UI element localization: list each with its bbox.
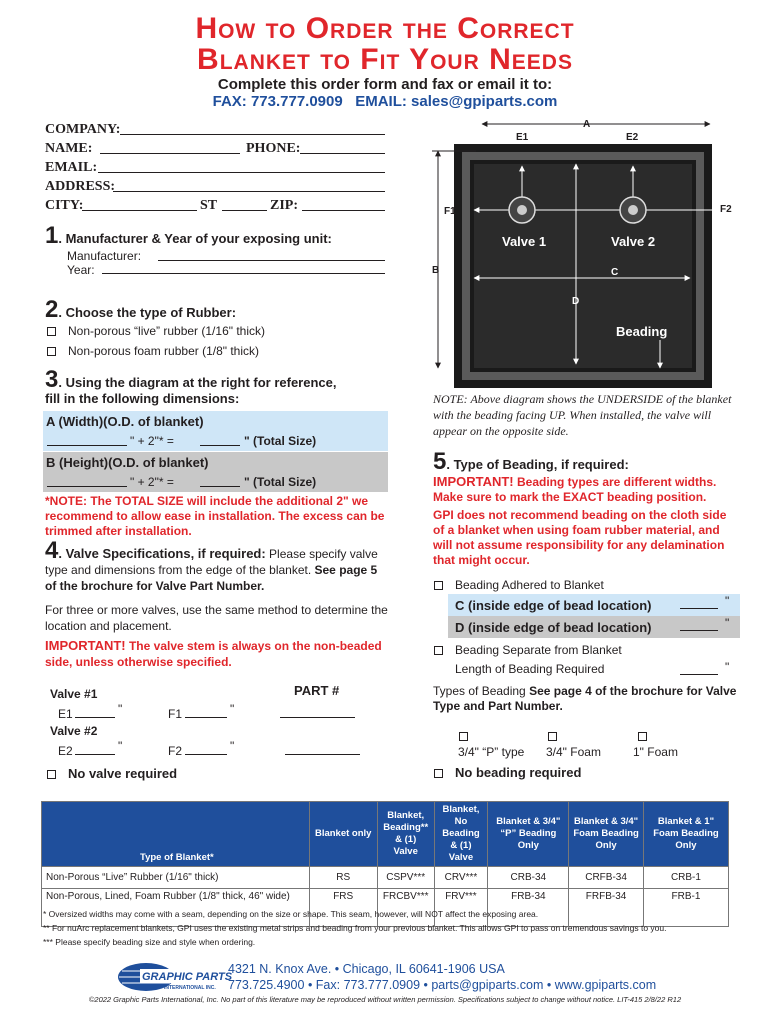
section3-title1: . Using the diagram at the right for reference, [58,375,337,390]
company-label: COMPANY: [45,122,121,137]
manufacturer-label: Manufacturer: [67,249,142,263]
diagram-label-b: B [432,265,440,276]
section4-text: Please specify valve type and dimensions from the edge of the blanket. [45,547,378,577]
total-size-note: *NOTE: The TOTAL SIZE will include the additional 2" we recommend to allow ease in installation. The excess can be trimmed after installation. [45,494,385,538]
gpi-foam-note: GPI does not recommend beading on the cloth side of a blanket when using foam rubber material, and will not assume responsibility for any delamination that might occur. [433,508,727,567]
diagram-label-d: D [572,296,580,307]
table-cell: FRB-34 [488,889,569,927]
checkbox-icon[interactable] [47,770,56,779]
diagram-label-c: C [611,267,619,278]
bead-option-p-label: 3/4" “P” type [458,745,525,759]
table-header: Blanket, No Beading & (1) Valve [434,802,488,867]
section3-title2: fill in the following dimensions: [45,391,240,406]
valve1-part-field[interactable] [280,717,355,718]
c-location-inch: " [725,594,730,608]
phone-label: PHONE: [246,141,301,156]
beading-length-inch: " [725,660,730,674]
section3-number: 3 [45,366,59,393]
section5-number: 5 [433,448,447,475]
diagram-note: NOTE: Above diagram shows the UNDERSIDE of the blanket with the beading facing UP. When installed, the valve will appear on the opposite side. [433,392,732,438]
section2-title: . Choose the type of Rubber: [58,305,237,320]
table-header: Type of Blanket* [42,802,310,867]
checkbox-icon[interactable] [47,347,56,356]
no-valve-option[interactable] [47,766,177,781]
address-label: ADDRESS: [45,179,116,194]
checkbox-icon[interactable] [434,769,443,778]
phone-field[interactable] [300,153,385,154]
diagram-label-e1: E1 [516,132,529,143]
checkbox-icon[interactable] [638,732,647,741]
table-header: Blanket & 1" Foam Beading Only [643,802,728,867]
bead-checkbox-34foam[interactable] [548,727,569,745]
rubber-option-foam[interactable] [47,344,259,358]
dimension-a-total-field[interactable] [200,445,240,446]
rubber-option-foam-label: Non-porous foam rubber (1/8" thick) [68,344,260,358]
no-valve-label: No valve required [68,766,178,781]
section2-number: 2 [45,296,59,323]
diagram-label-valve2: Valve 2 [611,234,656,249]
important-text: The valve stem is always on the non-beaded side, unless otherwise specified. [45,639,382,669]
checkbox-icon[interactable] [47,327,56,336]
dimension-b-total: " (Total Size) [244,475,317,489]
footnote-1: * Oversized widths may come with a seam, depending on the size or shape. This seam, however, will NOT affect the exposing area. [43,909,539,919]
e2-inch: " [118,739,123,753]
name-field[interactable] [100,153,240,154]
page-title-line2: Blanket to Fit Your Needs [197,43,573,76]
f2-label: F2 [168,744,183,758]
checkbox-icon[interactable] [434,646,443,655]
dimension-a-calc: " + 2"* = [130,434,174,448]
beading-types-see: See page 4 of the brochure for Valve Type and Part Number. [433,684,737,713]
diagram-label-a: A [583,119,591,130]
table-cell: Non-Porous “Live” Rubber (1/16" thick) [42,867,310,889]
c-location-field[interactable] [680,608,718,609]
rubber-option-live-label: Non-porous “live” rubber (1/16" thick) [68,324,266,338]
section1-title: . Manufacturer & Year of your exposing unit: [58,231,332,246]
table-cell: CRB-34 [488,867,569,889]
f2-field[interactable] [185,754,227,755]
email-label: EMAIL: [45,160,98,175]
year-field[interactable] [102,273,385,274]
dimension-a-field[interactable] [47,445,127,446]
table-cell: FRB-1 [643,889,728,927]
logo-text: GRAPHIC PARTS [142,971,233,983]
gpi-logo [116,962,233,992]
email-field[interactable] [98,172,385,173]
e1-field[interactable] [75,717,115,718]
diagram-label-valve1: Valve 1 [502,234,547,249]
bead-checkbox-1foam[interactable] [638,727,659,745]
d-location-label: D (inside edge of bead location) [455,620,652,635]
dimension-a-total: " (Total Size) [244,434,317,448]
d-location-inch: " [725,616,730,630]
checkbox-icon[interactable] [459,732,468,741]
c-location-label: C (inside edge of bead location) [455,598,652,613]
section3-heading [45,366,390,407]
no-beading-option[interactable] [434,765,581,780]
beading-adhered-label: Beading Adhered to Blanket [455,578,604,592]
bead-option-34foam-label: 3/4" Foam [546,745,601,759]
f1-label: F1 [168,707,183,721]
address-field[interactable] [113,191,385,192]
table-cell: FRCBV*** [377,889,434,927]
footnote-3: *** Please specify beading size and style when ordering. [43,937,256,947]
beading-important-label: IMPORTANT! [433,474,514,489]
city-label: CITY: [45,198,84,213]
manufacturer-field[interactable] [158,260,385,261]
d-location-field[interactable] [680,630,718,631]
bead-option-1foam-label: 1" Foam [633,745,678,759]
table-cell: Non-Porous, Lined, Foam Rubber (1/8" thick, 46" wide) [42,889,310,927]
company-field[interactable] [120,134,385,135]
name-label: NAME: [45,141,93,156]
diagram-label-e2: E2 [626,132,639,143]
diagram-label-beading: Beading [616,324,668,339]
three-valves-note: For three or more valves, use the same method to determine the location and placement. [45,603,388,633]
f2-inch: " [230,739,235,753]
footer-contact: 773.725.4900 • Fax: 773.777.0909 • parts@gpiparts.com • www.gpiparts.com [228,978,657,992]
section5-title: . Type of Beading, if required: [446,457,629,472]
bead-checkbox-p[interactable] [459,727,480,745]
beading-length-label: Length of Beading Required [455,662,605,676]
blanket-diagram [430,118,740,390]
dimension-a-label: A (Width)(O.D. of blanket) [46,414,204,429]
dimension-b-field[interactable] [47,486,127,487]
dimension-b-calc: " + 2"* = [130,475,174,489]
copyright: ©2022 Graphic Parts International, Inc. No part of this literature may be reproduced without written permission. Specifications subject to change without notice. LIT-415 2/8/22 R12 [88,995,682,1004]
rubber-option-live[interactable] [47,324,265,338]
valve2-label: Valve #2 [50,724,98,738]
st-label: ST [200,198,218,213]
table-header: Blanket & 3/4" Foam Beading Only [569,802,644,867]
footer-address: 4321 N. Knox Ave. • Chicago, IL 60641-1906 USA [228,962,505,976]
table-cell: CRB-1 [643,867,728,889]
st-field[interactable] [222,210,267,211]
section4-heading [45,537,390,594]
city-field[interactable] [82,210,197,211]
logo-subtext: INTERNATIONAL INC. [164,985,216,991]
e2-field[interactable] [75,754,115,755]
e1-inch: " [118,702,123,716]
diagram-label-f2: F2 [720,204,732,215]
table-header: Blanket, Beading** & (1) Valve [377,802,434,867]
section1-number: 1 [45,222,59,249]
section2-heading [45,296,236,324]
beading-length-field[interactable] [680,674,718,675]
contact-line: FAX: 773.777.0909 EMAIL: sales@gpiparts.com [212,93,558,110]
table-row [42,889,729,927]
f1-field[interactable] [185,717,227,718]
section5-heading [433,448,629,476]
f1-inch: " [230,702,235,716]
zip-label: ZIP: [270,198,298,213]
beading-types-text [433,684,738,714]
table-cell: CRV*** [434,867,488,889]
table-row [42,867,729,889]
section1-heading [45,222,332,250]
table-cell: CSPV*** [377,867,434,889]
zip-field[interactable] [302,210,385,211]
table-header: Blanket only [309,802,377,867]
important-label: IMPORTANT! [45,638,126,653]
table-cell: CRFB-34 [569,867,644,889]
dimension-b-total-field[interactable] [200,486,240,487]
year-label: Year: [67,263,95,277]
part-number-header: PART # [294,683,340,698]
footnote-2: ** For nuArc replacement blankets, GPI uses the existing metal strips and beading from your previous blanket. This allows GPI to pass on tremendous savings to you. [43,923,667,933]
valve2-part-field[interactable] [285,754,360,755]
valve-stem-note [45,638,390,670]
valve1-label: Valve #1 [50,687,98,701]
beading-important-text: Beading types are different widths. Make sure to mark the EXACT beading position. [433,475,717,504]
section4-see: See page 5 of the brochure for Valve Part Number. [45,563,378,593]
beading-types-label: Types of Beading [433,684,526,698]
dimension-b-label: B (Height)(O.D. of blanket) [46,455,209,470]
page-title-line1: How to Order the Correct [195,12,575,45]
diagram-label-f1: F1 [444,206,456,217]
table-header-row [42,802,729,867]
table-cell: FRS [309,889,377,927]
e2-label: E2 [58,744,73,758]
table-cell: FRV*** [434,889,488,927]
beading-adhered-option[interactable] [434,578,604,592]
section4-number: 4 [45,537,59,564]
beading-separate-option[interactable] [434,643,622,657]
checkbox-icon[interactable] [434,581,443,590]
table-header: Blanket & 3/4" “P” Beading Only [488,802,569,867]
table-cell: FRFB-34 [569,889,644,927]
no-beading-label: No beading required [455,765,582,780]
section4-title: . Valve Specifications, if required: [58,546,266,561]
beading-important-note [433,474,738,505]
table-cell: RS [309,867,377,889]
checkbox-icon[interactable] [548,732,557,741]
beading-separate-label: Beading Separate from Blanket [455,643,622,657]
subtitle: Complete this order form and fax or email it to: [217,76,553,93]
e1-label: E1 [58,707,73,721]
